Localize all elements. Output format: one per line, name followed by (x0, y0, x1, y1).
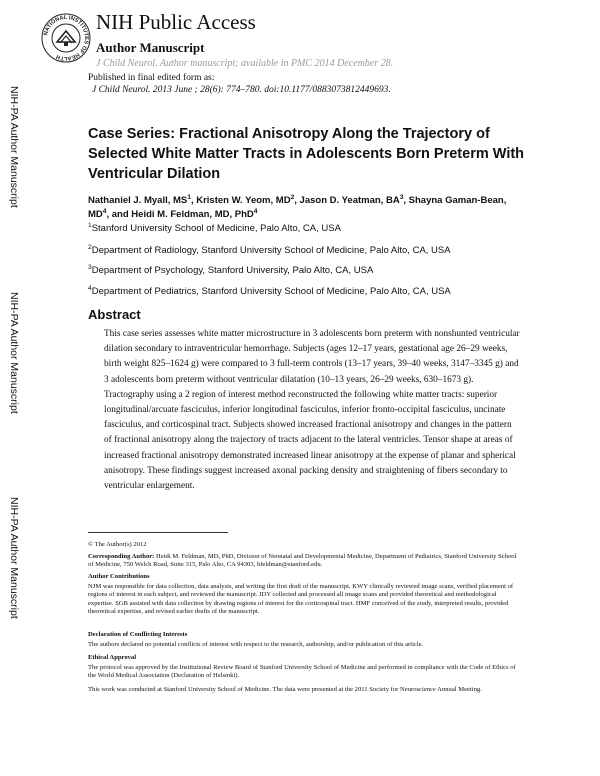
author-affiliation-marker: 2 (290, 193, 295, 201)
corresponding-author-note: Corresponding Author: Heidi M. Feldman, MD, PhD, Division of Neonatal and Developmental Medicine, Department of Pediatrics, Stanford University School of Medicine, 750 Welch Road, Suite 315, Palo Alto, CA 94303, hfeldman@stanford.edu. (88, 553, 517, 569)
side-label-top: NIH-PA Author Manuscript (8, 86, 20, 208)
author-list: Nathaniel J. Myall, $MS^1$, Kristen W. Yeom, $MD^2$, Jason D. Yeatman, $BA^3$, Shayna Gaman-Bean, $MD^4$, and Heidi M. Feldman, MD, PhD$^4$ (88, 193, 507, 220)
footnote-divider (88, 532, 228, 533)
author-name: Shayna Gaman-Bean, MD (88, 195, 507, 220)
author-manuscript-label: Author Manuscript (96, 40, 205, 55)
author-affiliation-marker: 4 (102, 207, 107, 215)
author-name: Nathaniel J. Myall, MS (88, 195, 188, 206)
conflict-heading: Declaration of Conflicting Interests (88, 631, 188, 638)
author-name: Heidi M. Feldman, MD, PhD (131, 209, 254, 220)
author-name: Kristen W. Yeom, MD (196, 195, 291, 206)
published-label: Published in final edited form as: (88, 73, 215, 83)
contributions-text: NJM was responsible for data collection, data analysis, and writing the first draft of the manuscript. KWY clinically reviewed image scans, verified placement of regions of interest in each subject, and reviewed the manuscript. JDY collected and processed all image scans and provided theoretical and methodological expertise. SGB assisted with data collection by drawing regions of interest for the corticospinal tract. HMF conceived of the study, interpreted results, provided theoretical expertise, and revised earlier drafts of the manuscript. (88, 583, 514, 616)
author-affiliation-marker: 3 (399, 193, 404, 201)
ethical-text: The protocol was approved by the Institutional Review Board of Stanford University School of Medicine and performed in compliance with the Code of Ethics of the World Medical Association (Declaration of Helsinki). (88, 664, 516, 680)
nih-public-access-title: NIH Public Access (96, 10, 256, 34)
availability-note: J Child Neurol. Author manuscript; available in PMC 2014 December 28. (96, 58, 394, 69)
author-affiliation-marker: 1 (187, 193, 191, 201)
conflict-text: The authors declared no potential conflicts of interest with respect to the research, authorship, and/or publication of this article. (88, 641, 424, 648)
article-title: Case Series: Fractional Anisotropy Along the Trajectory of Selected White Matter Tracts in Adolescents Born Preterm With Ventricular Dilation (88, 126, 525, 182)
contributions-heading: Author Contributions (88, 573, 150, 580)
logo-ring-text: NATIONAL INSTITUTES OF HEALTH (43, 14, 90, 62)
affiliation-1: $^1$Stanford University School of Medicine, Palo Alto, CA, USA (88, 221, 341, 234)
affiliation-3: $^3$Department of Psychology, Stanford University, Palo Alto, CA, USA (88, 263, 374, 276)
conducted-note: This work was conducted at Stanford University School of Medicine. The data were presented at the 2011 Society for Neuroscience Annual Meeting. (88, 686, 482, 693)
side-label-middle: NIH-PA Author Manuscript (8, 292, 20, 414)
author-affiliation-marker: 4 (253, 207, 258, 215)
affiliation-4: $^4$Department of Pediatrics, Stanford University School of Medicine, Palo Alto, CA, USA (88, 284, 451, 297)
svg-text:NATIONAL INSTITUTES OF HEALTH (43, 15, 89, 61)
ethical-heading: Ethical Approval (88, 654, 137, 661)
side-label-bottom: NIH-PA Author Manuscript (8, 497, 20, 619)
citation: J Child Neurol. 2013 June ; 28(6): 774–780. doi:10.1177/0883073812449693. (92, 85, 391, 95)
author-name: Jason D. Yeatman, BA (299, 195, 400, 206)
abstract-heading: Abstract (88, 307, 141, 322)
affiliation-2: $^2$Department of Radiology, Stanford University School of Medicine, Palo Alto, CA, USA (88, 243, 451, 256)
copyright-note: © The Author(s) 2012 (88, 541, 147, 548)
abstract-text: This case series assesses white matter microstructure in 3 adolescents born preterm with nonshunted ventricular dilation secondary to intraventricular hemorrhage. Subjects (ages 12–17 years, gestational age 26–29 weeks, birth weight 825–1624 g) were compared to 3 full-term controls (13–17 years, 39–40 weeks, 3147–3345 g) and 3 adolescents born preterm without ventricular dilatation (10–13 years, 26–29 weeks, 630–1673 g). Tractography using a 2 region of interest method reconstructed the following white matter tracts: superior longitudinal/arcuate fasciculus, inferior longitudinal fasciculus, inferior fronto-occipital fasciculus, uncinate fasciculus, and corticospinal tract. Subjects showed increased fractional anisotropy and changes in the pattern of fractional anisotropy along the trajectory of tracts adjacent to the lateral ventricles. Tensor shape at areas of increased fractional anisotropy demonstrated increased linear anisotropy at the expense of planar and spherical anisotropy. These findings suggest increased axonal packing density and straightening of fibers secondary to ventricular enlargement. (104, 329, 520, 492)
nih-seal-logo (40, 12, 92, 64)
